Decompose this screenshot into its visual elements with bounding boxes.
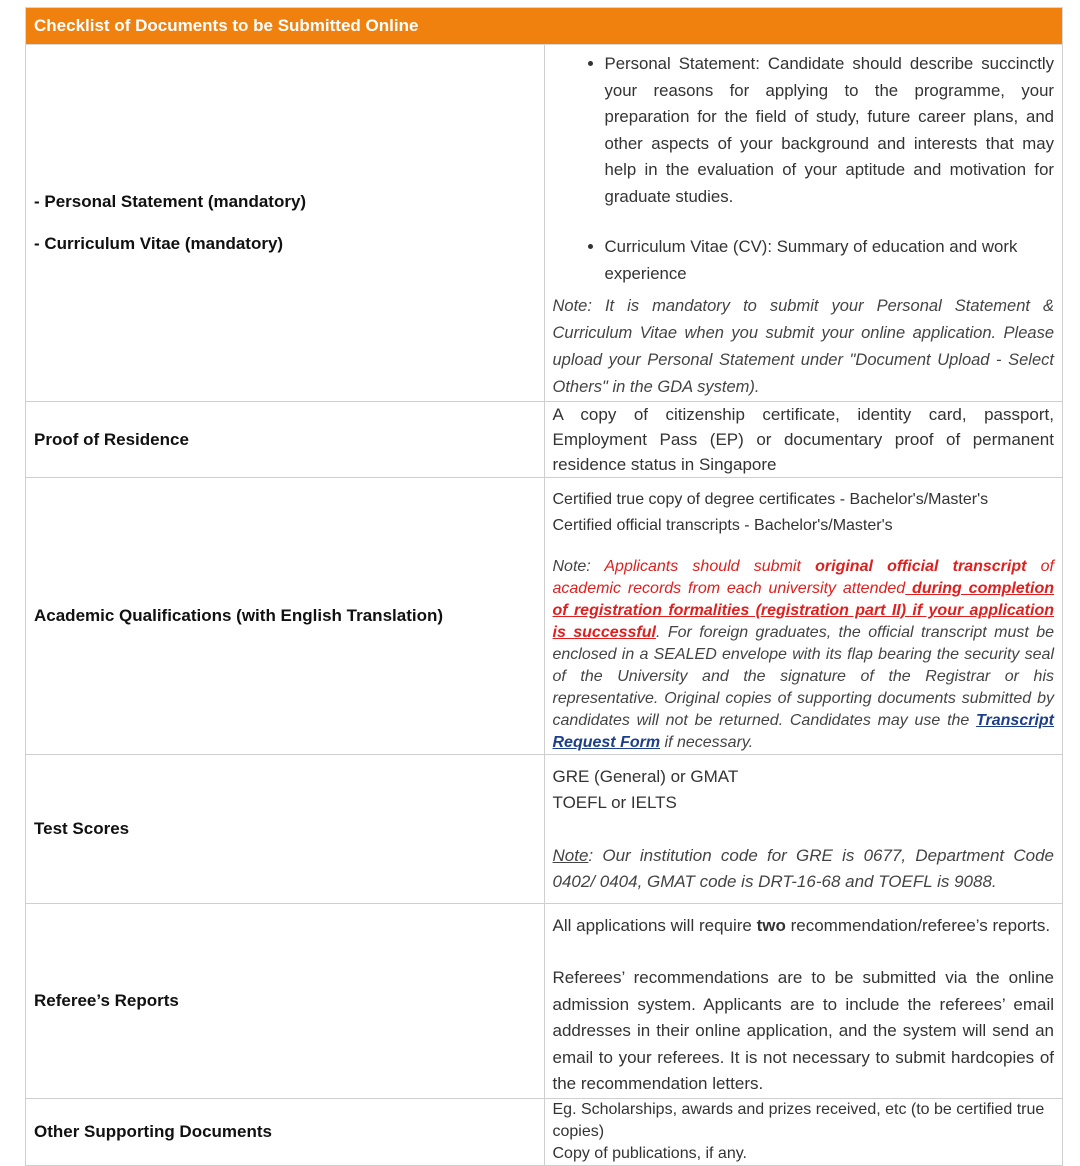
referee-text: recommendation/referee’s reports. bbox=[785, 916, 1051, 935]
table-row bbox=[26, 904, 1063, 1099]
personal-note: Note: It is mandatory to submit your Personal Statement & Curriculum Vitae when you submit your online application. Please upload your Personal Statement under "Document Upload - Select Others" in the GDA system). bbox=[552, 297, 1054, 396]
list-item: • Curriculum Vitae (CV): Summary of education and work experience bbox=[605, 234, 1055, 287]
referee-count: two bbox=[756, 916, 786, 935]
academic-note bbox=[553, 556, 1055, 754]
other-line-2: Copy of publications, if any. bbox=[552, 1144, 747, 1162]
note-text: . For foreign graduates, the official transcript must be enclosed in a SEALED envelope with its flap bearing the security seal of the University and the signature of the Registrar or his representative. Original copies of supporting documents submitted by candidates will not be returned. Candidates may use the bbox=[552, 624, 1055, 729]
referee-line-1 bbox=[553, 913, 1055, 939]
row-content-academic bbox=[544, 478, 1063, 755]
referee-paragraph: Referees’ recommendations are to be submitted via the online admission system. Applicants are to include the referees’ email addresses in their online application, and the system will send an email to your referees. It is not necessary to submit hardcopies of the recommendation letters. bbox=[552, 968, 1054, 1093]
row-content-residence: A copy of citizenship certificate, identity card, passport, Employment Pass (EP) or documentary proof of permanent residence status in Singapore bbox=[544, 402, 1063, 478]
row-content-personal bbox=[544, 45, 1063, 402]
note-red-underlined: during completion of registration formalities (registration part II) if your application is successful bbox=[552, 580, 1055, 641]
note-prefix: Note bbox=[552, 846, 589, 865]
checklist-table bbox=[25, 7, 1063, 1166]
academic-line-1: Certified true copy of degree certificates - Bachelor's/Master's bbox=[552, 491, 989, 508]
row-label-academic: Academic Qualifications (with English Translation) bbox=[26, 478, 545, 755]
label-personal-statement: - Personal Statement (mandatory) bbox=[34, 192, 307, 211]
tests-line-2: TOEFL or IELTS bbox=[552, 793, 677, 812]
note-red-text: Applicants should submit bbox=[590, 558, 816, 575]
row-content-tests bbox=[544, 755, 1063, 904]
row-label-personal bbox=[26, 45, 545, 402]
table-row bbox=[26, 1098, 1063, 1165]
note-red-bold: original official transcript bbox=[815, 558, 1027, 575]
checklist-container bbox=[25, 7, 1063, 1166]
row-label-referee: Referee’s Reports bbox=[26, 904, 545, 1099]
personal-bullet-list bbox=[553, 51, 1055, 287]
label-curriculum-vitae: - Curriculum Vitae (mandatory) bbox=[34, 234, 284, 253]
table-row bbox=[26, 478, 1063, 755]
list-item: • Personal Statement: Candidate should describe succinctly your reasons for applying to the programme, your preparation for the field of study, future career plans, and other aspects of your background and interests that may help in the evaluation of your aptitude and motivation for graduate studies. bbox=[605, 51, 1055, 210]
table-title: Checklist of Documents to be Submitted Online bbox=[26, 8, 1063, 45]
row-label-residence: Proof of Residence bbox=[26, 402, 545, 478]
row-label-other: Other Supporting Documents bbox=[26, 1098, 545, 1165]
row-content-other bbox=[544, 1098, 1063, 1165]
note-text: : Our institution code for GRE is 0677, Department Code 0402/ 0404, GMAT code is DRT-16-68 and TOEFL is 9088. bbox=[552, 846, 1054, 891]
tests-note bbox=[553, 843, 1055, 895]
table-header-row bbox=[26, 8, 1063, 45]
table-row bbox=[26, 402, 1063, 478]
row-content-referee bbox=[544, 904, 1063, 1099]
note-prefix: Note: bbox=[552, 558, 591, 575]
row-label-tests: Test Scores bbox=[26, 755, 545, 904]
note-red-text: of academic records from each university attended bbox=[552, 558, 1055, 597]
note-text: if necessary. bbox=[660, 734, 754, 751]
table-row bbox=[26, 755, 1063, 904]
tests-line-1: GRE (General) or GMAT bbox=[552, 767, 739, 786]
transcript-request-form-link[interactable]: Transcript Request Form bbox=[552, 712, 1054, 751]
table-row bbox=[26, 45, 1063, 402]
referee-text: All applications will require bbox=[552, 916, 757, 935]
academic-line-2: Certified official transcripts - Bachelor's/Master's bbox=[552, 517, 893, 534]
other-line-1: Eg. Scholarships, awards and prizes received, etc (to be certified true copies) bbox=[552, 1100, 1045, 1140]
